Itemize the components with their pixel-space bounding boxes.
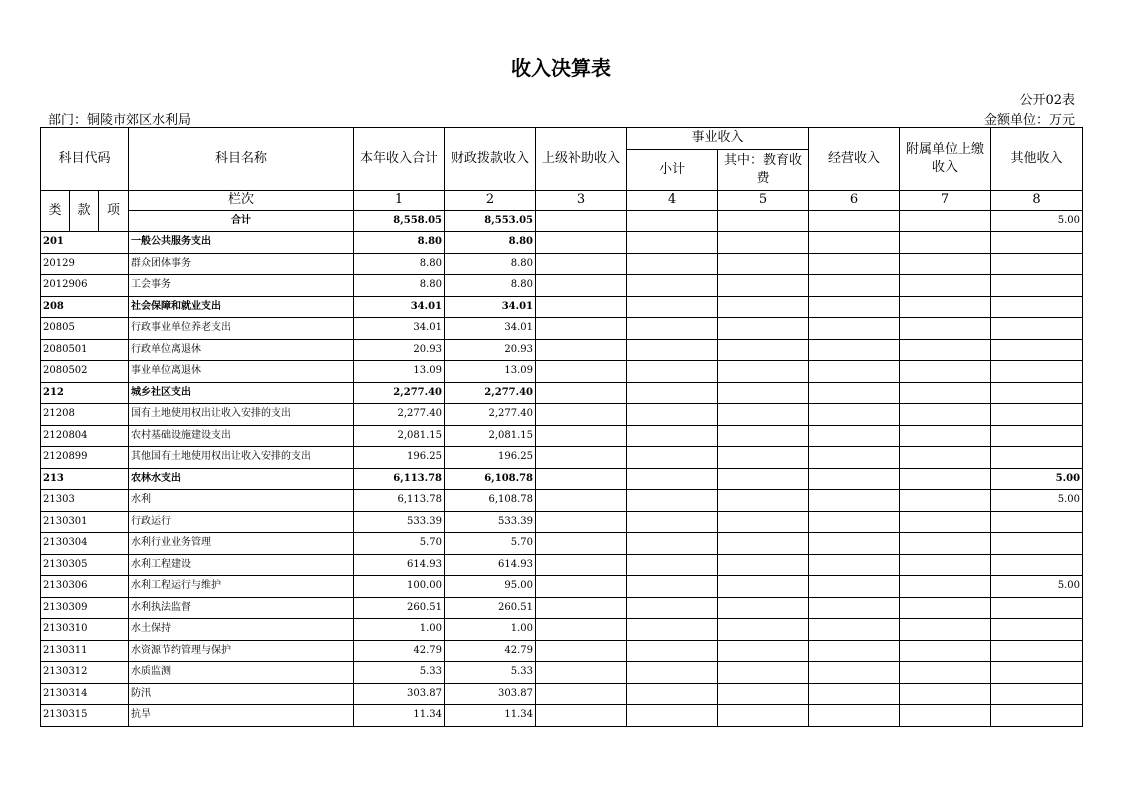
cell-col1: 42.79 (354, 640, 445, 662)
cell-col6 (809, 533, 900, 555)
cell-col6 (809, 705, 900, 727)
cell-col7 (900, 339, 991, 361)
cell-col4 (627, 683, 718, 705)
cell-col6 (809, 662, 900, 684)
cell-col8 (991, 447, 1083, 469)
cell-col3 (536, 361, 627, 383)
cell-col3 (536, 232, 627, 254)
cell-col3 (536, 554, 627, 576)
cell-col1: 2,277.40 (354, 404, 445, 426)
total-c7 (900, 210, 991, 232)
cell-col1: 100.00 (354, 576, 445, 598)
cell-col2: 260.51 (445, 597, 536, 619)
cell-col8 (991, 533, 1083, 555)
cell-col1: 6,113.78 (354, 468, 445, 490)
table-row (41, 511, 1083, 533)
cell-col4 (627, 705, 718, 727)
cell-col8: 5.00 (991, 490, 1083, 512)
subject-code: 2080502 (41, 361, 129, 383)
cell-col7 (900, 318, 991, 340)
cell-col2: 6,108.78 (445, 490, 536, 512)
cell-col6 (809, 382, 900, 404)
cell-col6 (809, 511, 900, 533)
cell-col4 (627, 468, 718, 490)
total-c1: 8,558.05 (354, 210, 445, 232)
table-row (41, 533, 1083, 555)
cell-col7 (900, 619, 991, 641)
department-label: 部门：铜陵市郊区水利局 (48, 113, 192, 128)
subject-name: 社会保障和就业支出 (129, 296, 354, 318)
cell-col3 (536, 468, 627, 490)
cell-col5 (718, 404, 809, 426)
col-index-5: 5 (718, 190, 809, 210)
table-row (41, 275, 1083, 297)
cell-col3 (536, 296, 627, 318)
cell-col7 (900, 404, 991, 426)
cell-col7 (900, 662, 991, 684)
cell-col7 (900, 511, 991, 533)
cell-col2: 533.39 (445, 511, 536, 533)
cell-col5 (718, 253, 809, 275)
header-col7: 附属单位上缴收入 (900, 128, 991, 191)
cell-col2: 8.80 (445, 253, 536, 275)
table-row (41, 662, 1083, 684)
cell-col6 (809, 275, 900, 297)
cell-col1: 8.80 (354, 253, 445, 275)
cell-col8: 5.00 (991, 576, 1083, 598)
subject-name: 水土保持 (129, 619, 354, 641)
cell-col1: 8.80 (354, 232, 445, 254)
table-row (41, 447, 1083, 469)
cell-col3 (536, 339, 627, 361)
cell-col4 (627, 662, 718, 684)
cell-col3 (536, 447, 627, 469)
subject-code: 2130310 (41, 619, 129, 641)
subject-name: 行政运行 (129, 511, 354, 533)
total-c6 (809, 210, 900, 232)
subject-code: 21208 (41, 404, 129, 426)
cell-col7 (900, 554, 991, 576)
cell-col6 (809, 576, 900, 598)
cell-col5 (718, 490, 809, 512)
subject-name: 水利执法监督 (129, 597, 354, 619)
col-index-8: 8 (991, 190, 1083, 210)
cell-col5 (718, 296, 809, 318)
cell-col3 (536, 576, 627, 598)
cell-col5 (718, 425, 809, 447)
cell-col8 (991, 705, 1083, 727)
cell-col7 (900, 640, 991, 662)
total-c5 (718, 210, 809, 232)
cell-col6 (809, 597, 900, 619)
cell-col4 (627, 296, 718, 318)
cell-col3 (536, 597, 627, 619)
cell-col6 (809, 490, 900, 512)
header-name: 科目名称 (129, 128, 354, 191)
cell-col7 (900, 533, 991, 555)
table-row (41, 619, 1083, 641)
cell-col4 (627, 232, 718, 254)
col-index-3: 3 (536, 190, 627, 210)
cell-col5 (718, 511, 809, 533)
subject-name: 工会事务 (129, 275, 354, 297)
cell-col1: 6,113.78 (354, 490, 445, 512)
cell-col2: 20.93 (445, 339, 536, 361)
header-col3: 上级补助收入 (536, 128, 627, 191)
subject-code: 2120804 (41, 425, 129, 447)
col-index-2: 2 (445, 190, 536, 210)
cell-col6 (809, 468, 900, 490)
cell-col7 (900, 597, 991, 619)
cell-col8: 5.00 (991, 468, 1083, 490)
cell-col6 (809, 447, 900, 469)
cell-col1: 303.87 (354, 683, 445, 705)
subject-name: 其他国有土地使用权出让收入安排的支出 (129, 447, 354, 469)
cell-col6 (809, 339, 900, 361)
cell-col3 (536, 425, 627, 447)
cell-col5 (718, 554, 809, 576)
subject-name: 抗旱 (129, 705, 354, 727)
cell-col8 (991, 296, 1083, 318)
cell-col2: 1.00 (445, 619, 536, 641)
table-row (41, 683, 1083, 705)
cell-col7 (900, 490, 991, 512)
cell-col2: 5.33 (445, 662, 536, 684)
col-index-4: 4 (627, 190, 718, 210)
cell-col5 (718, 662, 809, 684)
subject-name: 国有土地使用权出让收入安排的支出 (129, 404, 354, 426)
subject-code: 208 (41, 296, 129, 318)
cell-col2: 303.87 (445, 683, 536, 705)
cell-col2: 196.25 (445, 447, 536, 469)
cell-col4 (627, 533, 718, 555)
table-row (41, 468, 1083, 490)
cell-col3 (536, 275, 627, 297)
cell-col8 (991, 597, 1083, 619)
subject-code: 2130306 (41, 576, 129, 598)
header-code: 科目代码 (41, 128, 129, 191)
header-col6: 经营收入 (809, 128, 900, 191)
cell-col2: 8.80 (445, 275, 536, 297)
table-row (41, 705, 1083, 727)
subject-code: 212 (41, 382, 129, 404)
subject-name: 水资源节约管理与保护 (129, 640, 354, 662)
col-index-6: 6 (809, 190, 900, 210)
cell-col3 (536, 490, 627, 512)
amount-unit-label: 金额单位：万元 (983, 113, 1075, 128)
header-kuan: 款 (70, 190, 99, 232)
header-col8: 其他收入 (991, 128, 1083, 191)
subject-name: 农林水支出 (129, 468, 354, 490)
table-row (41, 640, 1083, 662)
subject-name: 群众团体事务 (129, 253, 354, 275)
cell-col3 (536, 640, 627, 662)
header-col2: 财政拨款收入 (445, 128, 536, 191)
total-row (41, 210, 1083, 232)
subject-code: 2130312 (41, 662, 129, 684)
cell-col4 (627, 382, 718, 404)
cell-col5 (718, 640, 809, 662)
cell-col2: 8.80 (445, 232, 536, 254)
cell-col6 (809, 296, 900, 318)
cell-col8 (991, 339, 1083, 361)
income-statement-table (40, 127, 1083, 727)
cell-col5 (718, 533, 809, 555)
subject-name: 一般公共服务支出 (129, 232, 354, 254)
cell-col1: 34.01 (354, 318, 445, 340)
total-label: 合计 (129, 210, 354, 232)
cell-col7 (900, 232, 991, 254)
cell-col4 (627, 318, 718, 340)
cell-col6 (809, 640, 900, 662)
cell-col4 (627, 619, 718, 641)
subject-name: 水利行业业务管理 (129, 533, 354, 555)
cell-col7 (900, 425, 991, 447)
cell-col8 (991, 318, 1083, 340)
cell-col5 (718, 232, 809, 254)
cell-col8 (991, 619, 1083, 641)
subject-code: 2080501 (41, 339, 129, 361)
cell-col6 (809, 554, 900, 576)
subject-code: 213 (41, 468, 129, 490)
table-row (41, 490, 1083, 512)
cell-col5 (718, 619, 809, 641)
cell-col8 (991, 404, 1083, 426)
header-col1: 本年收入合计 (354, 128, 445, 191)
header-xiang: 项 (99, 190, 129, 232)
cell-col5 (718, 468, 809, 490)
table-row (41, 425, 1083, 447)
subject-name: 水利工程建设 (129, 554, 354, 576)
header-col4: 小计 (627, 149, 718, 190)
cell-col2: 6,108.78 (445, 468, 536, 490)
cell-col3 (536, 511, 627, 533)
form-number: 公开02表 (1019, 93, 1075, 108)
cell-col4 (627, 511, 718, 533)
cell-col8 (991, 640, 1083, 662)
subject-name: 事业单位离退休 (129, 361, 354, 383)
cell-col3 (536, 404, 627, 426)
table-row (41, 576, 1083, 598)
cell-col7 (900, 296, 991, 318)
cell-col4 (627, 554, 718, 576)
total-c8: 5.00 (991, 210, 1083, 232)
cell-col3 (536, 253, 627, 275)
cell-col1: 196.25 (354, 447, 445, 469)
cell-col1: 5.70 (354, 533, 445, 555)
cell-col7 (900, 576, 991, 598)
cell-col2: 2,081.15 (445, 425, 536, 447)
cell-col8 (991, 425, 1083, 447)
subject-code: 20129 (41, 253, 129, 275)
cell-col4 (627, 339, 718, 361)
cell-col3 (536, 318, 627, 340)
cell-col5 (718, 447, 809, 469)
subject-code: 2130314 (41, 683, 129, 705)
cell-col5 (718, 382, 809, 404)
cell-col1: 614.93 (354, 554, 445, 576)
cell-col6 (809, 619, 900, 641)
subject-code: 2130304 (41, 533, 129, 555)
cell-col1: 5.33 (354, 662, 445, 684)
cell-col2: 614.93 (445, 554, 536, 576)
cell-col8 (991, 511, 1083, 533)
cell-col5 (718, 683, 809, 705)
cell-col8 (991, 662, 1083, 684)
cell-col7 (900, 447, 991, 469)
table-row (41, 597, 1083, 619)
cell-col3 (536, 683, 627, 705)
cell-col5 (718, 597, 809, 619)
col-index-7: 7 (900, 190, 991, 210)
table-row (41, 318, 1083, 340)
cell-col5 (718, 705, 809, 727)
subject-code: 201 (41, 232, 129, 254)
cell-col4 (627, 361, 718, 383)
cell-col2: 2,277.40 (445, 382, 536, 404)
subject-name: 城乡社区支出 (129, 382, 354, 404)
cell-col6 (809, 683, 900, 705)
cell-col4 (627, 576, 718, 598)
subject-name: 水利工程运行与维护 (129, 576, 354, 598)
cell-col1: 20.93 (354, 339, 445, 361)
cell-col6 (809, 425, 900, 447)
cell-col1: 533.39 (354, 511, 445, 533)
cell-col2: 2,277.40 (445, 404, 536, 426)
header-col-group: 事业收入 (627, 128, 809, 150)
cell-col1: 8.80 (354, 275, 445, 297)
subject-name: 水质监测 (129, 662, 354, 684)
cell-col6 (809, 318, 900, 340)
cell-col8 (991, 361, 1083, 383)
cell-col5 (718, 339, 809, 361)
subject-code: 20805 (41, 318, 129, 340)
subject-code: 2012906 (41, 275, 129, 297)
cell-col3 (536, 619, 627, 641)
cell-col6 (809, 253, 900, 275)
cell-col7 (900, 253, 991, 275)
cell-col2: 5.70 (445, 533, 536, 555)
cell-col3 (536, 533, 627, 555)
cell-col8 (991, 253, 1083, 275)
cell-col7 (900, 705, 991, 727)
total-c3 (536, 210, 627, 232)
cell-col4 (627, 447, 718, 469)
cell-col7 (900, 382, 991, 404)
cell-col1: 13.09 (354, 361, 445, 383)
subject-code: 2130311 (41, 640, 129, 662)
cell-col2: 34.01 (445, 296, 536, 318)
cell-col2: 95.00 (445, 576, 536, 598)
cell-col4 (627, 425, 718, 447)
cell-col2: 11.34 (445, 705, 536, 727)
col-index-1: 1 (354, 190, 445, 210)
cell-col1: 2,277.40 (354, 382, 445, 404)
cell-col5 (718, 275, 809, 297)
page-title: 收入决算表 (511, 56, 611, 80)
cell-col4 (627, 253, 718, 275)
cell-col7 (900, 361, 991, 383)
cell-col7 (900, 683, 991, 705)
subject-code: 2130305 (41, 554, 129, 576)
table-row (41, 296, 1083, 318)
cell-col5 (718, 318, 809, 340)
cell-col8 (991, 232, 1083, 254)
cell-col2: 42.79 (445, 640, 536, 662)
header-lanci: 栏次 (129, 190, 354, 210)
cell-col3 (536, 382, 627, 404)
cell-col8 (991, 683, 1083, 705)
subject-name: 行政单位离退休 (129, 339, 354, 361)
cell-col4 (627, 597, 718, 619)
cell-col1: 260.51 (354, 597, 445, 619)
cell-col6 (809, 232, 900, 254)
cell-col6 (809, 361, 900, 383)
header-col5: 其中：教育收费 (718, 149, 809, 190)
cell-col7 (900, 275, 991, 297)
cell-col2: 34.01 (445, 318, 536, 340)
cell-col4 (627, 275, 718, 297)
subject-code: 2130309 (41, 597, 129, 619)
table-row (41, 382, 1083, 404)
total-c4 (627, 210, 718, 232)
subject-name: 农村基础设施建设支出 (129, 425, 354, 447)
table-row (41, 404, 1083, 426)
cell-col8 (991, 275, 1083, 297)
cell-col1: 2,081.15 (354, 425, 445, 447)
cell-col1: 11.34 (354, 705, 445, 727)
subject-code: 2120899 (41, 447, 129, 469)
cell-col3 (536, 705, 627, 727)
table-row (41, 232, 1083, 254)
subject-code: 2130315 (41, 705, 129, 727)
cell-col1: 1.00 (354, 619, 445, 641)
cell-col4 (627, 490, 718, 512)
cell-col5 (718, 361, 809, 383)
subject-name: 水利 (129, 490, 354, 512)
cell-col7 (900, 468, 991, 490)
subject-code: 2130301 (41, 511, 129, 533)
subject-name: 行政事业单位养老支出 (129, 318, 354, 340)
cell-col1: 34.01 (354, 296, 445, 318)
cell-col2: 13.09 (445, 361, 536, 383)
cell-col6 (809, 404, 900, 426)
cell-col8 (991, 382, 1083, 404)
cell-col3 (536, 662, 627, 684)
table-row (41, 253, 1083, 275)
cell-col4 (627, 404, 718, 426)
subject-name: 防汛 (129, 683, 354, 705)
table-row (41, 554, 1083, 576)
cell-col8 (991, 554, 1083, 576)
table-row (41, 361, 1083, 383)
subject-code: 21303 (41, 490, 129, 512)
cell-col5 (718, 576, 809, 598)
total-c2: 8,553.05 (445, 210, 536, 232)
table-row (41, 339, 1083, 361)
cell-col4 (627, 640, 718, 662)
header-lei: 类 (41, 190, 70, 232)
